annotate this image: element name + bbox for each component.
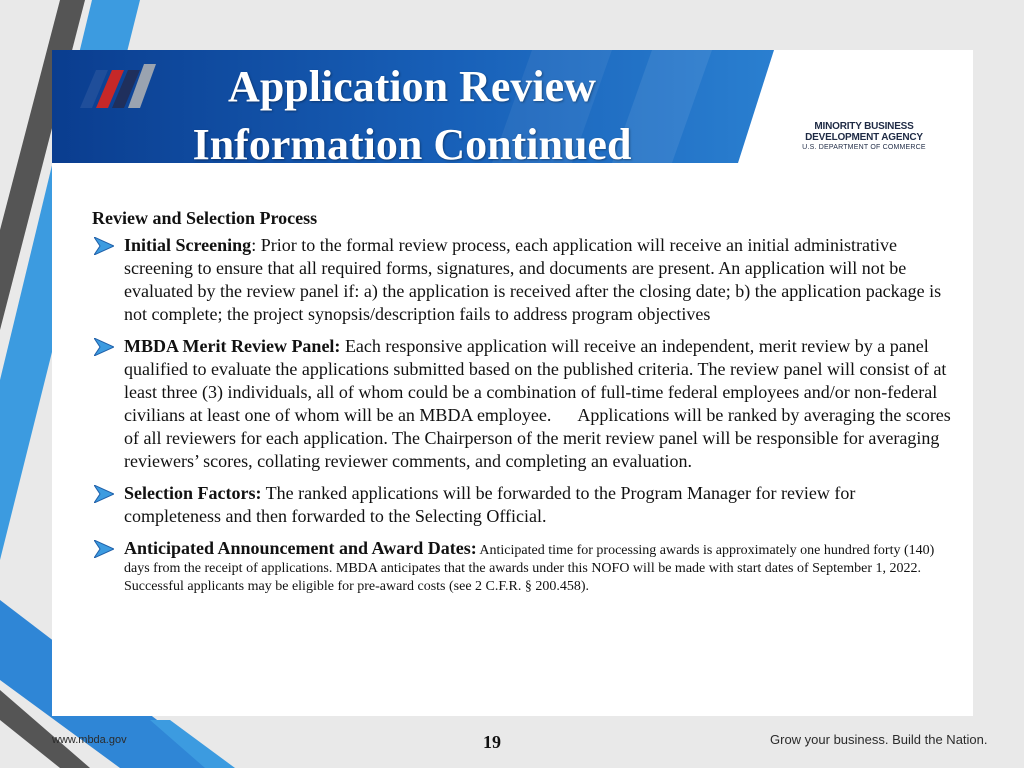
bullet-lead: Initial Screening: [124, 235, 252, 255]
footer-tagline: Grow your business. Build the Nation.: [770, 732, 988, 747]
bullet-text: : Prior to the formal review process, each application will receive an initial administrative screening to ensure that all required forms, signatures, and documents are present. An application will not be evaluated by the review panel if: a) the application is received after the closing date; b) the application package is not complete; the project synopsis/description fails to address program objectives: [124, 235, 942, 324]
bullet-selection-factors: [92, 482, 952, 528]
mbda-logo-icon: [52, 50, 182, 140]
bullet-announcement-dates: [92, 537, 952, 596]
section-heading: Review and Selection Process: [92, 208, 318, 228]
bullet-lead: Anticipated Announcement and Award Dates:: [124, 538, 477, 558]
arrow-bullet-icon: [94, 237, 114, 255]
bullet-initial-screening: [92, 234, 952, 326]
bullet-lead: Selection Factors:: [124, 483, 262, 503]
logo-line-1: MINORITY BUSINESS: [814, 121, 914, 132]
title-banner: [52, 50, 973, 169]
logo-line-2: DEVELOPMENT AGENCY: [805, 132, 923, 143]
content-body: [92, 206, 956, 605]
bullet-text: The ranked applications will be forwarded to the Program Manager for review for completeness and then forwarded to the Selecting Official.: [124, 483, 856, 526]
arrow-bullet-icon: [94, 485, 114, 503]
logo-text: [789, 121, 939, 152]
bullet-merit-review-panel: [92, 335, 956, 473]
slide-card: [52, 50, 973, 716]
logo-line-3: U.S. DEPARTMENT OF COMMERCE: [802, 144, 926, 151]
title-line-2: Information Continued: [192, 120, 632, 169]
title-line-1: Application Review: [228, 62, 596, 111]
page-number: 19: [483, 732, 501, 752]
footer-url-link[interactable]: www.mbda.gov: [52, 734, 127, 746]
arrow-bullet-icon: [94, 338, 114, 356]
bullet-lead: MBDA Merit Review Panel:: [124, 336, 341, 356]
bullet-text: Anticipated time for processing awards is approximately one hundred forty (140) days from the receipt of applications. MBDA anticipates that the awards under this NOFO will be made with start dates of September 1, 2022. Successful applicants may be eligible for pre-award costs (see 2 C.F.R. § 200.458).: [124, 543, 935, 594]
arrow-bullet-icon: [94, 540, 114, 558]
bullet-text: Each responsive application will receive an independent, merit review by a panel qualified to evaluate the applications submitted based on the published criteria. The review panel will consist of at least three (3) individuals, all of whom could be a combination of full-time federal employees and/or non-federal civilians at least one of whom will be an MBDA employee. Applications will be ranked by averaging the scores of all reviewers for each application. The Chairperson of the merit review panel will be responsible for averaging reviewers’ scores, collating reviewer comments, and completing an evaluation.: [124, 336, 956, 471]
